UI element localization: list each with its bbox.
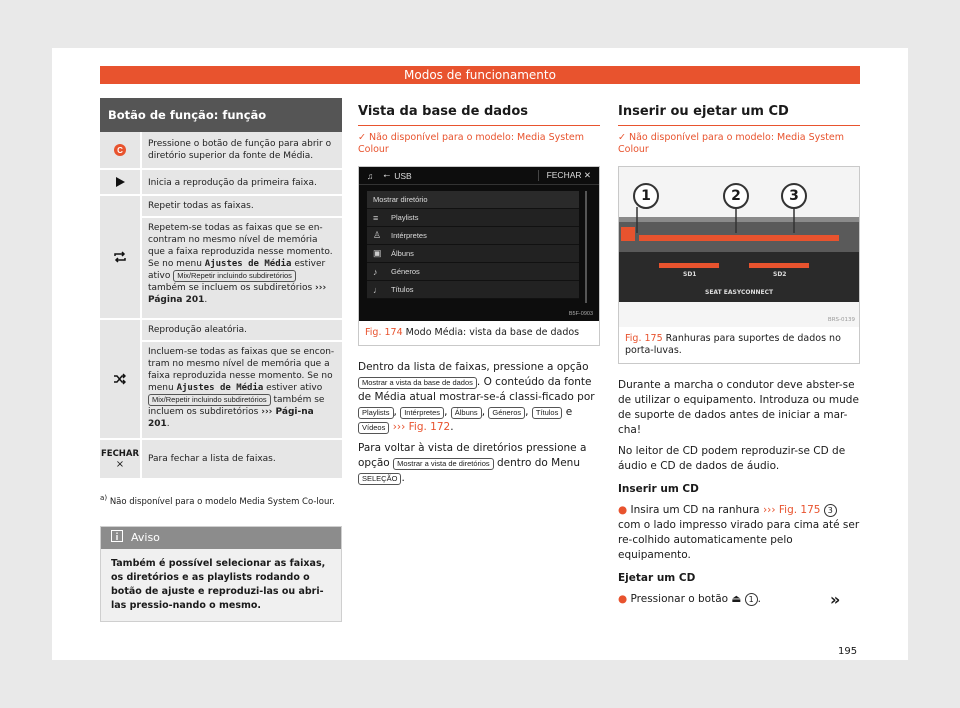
- sd2-label: SD2: [773, 271, 787, 278]
- option-key: Mix/Repetir incluindo subdiretórios: [173, 270, 296, 282]
- section-title: Vista da base de dados: [358, 104, 600, 126]
- fechar-label: FECHAR: [100, 448, 140, 459]
- callout-2: 2: [723, 183, 749, 209]
- list-item[interactable]: ♪ Géneros: [367, 263, 579, 281]
- figure-caption: Fig. 174 Modo Média: vista da base de dados: [359, 321, 599, 345]
- figure-175: [618, 166, 860, 364]
- list-item[interactable]: ≡ Playlists: [367, 209, 579, 227]
- image-code: B5F-0903: [568, 311, 593, 317]
- list-item[interactable]: ▣ Álbuns: [367, 245, 579, 263]
- usb-icon: ⭠: [383, 170, 391, 180]
- callout-ref: 3: [824, 504, 837, 517]
- paragraph: No leitor de CD podem reproduzir-se CD de áudio e CD de dados de áudio.: [618, 445, 846, 472]
- row-sub-text: Incluem-se todas as faixas que se encon-tram no mesmo nível de memória que a faixa reproduzida nesse momento. Se no menu Ajustes de Média estiver ativo Mix/Repetir incluindo subdiretórios também se incluem os subdiretórios ››› Pági-na 201.: [142, 340, 342, 434]
- table-row: [100, 170, 342, 196]
- music-icon[interactable]: ♫: [367, 170, 374, 181]
- brand-label: SEAT EASYCONNECT: [705, 289, 774, 296]
- bullet-item: ● Insira um CD na ranhura ››› Fig. 175 3 com o lado impresso virado para cima até ser re-colhido automaticamente pelo equipamento.: [618, 504, 860, 561]
- page-number: 195: [838, 646, 858, 657]
- row-text: Para fechar a lista de faixas.: [148, 454, 276, 464]
- footnote: $^{a)}$ Não disponível para o modelo Media System Co-lour.: [100, 493, 335, 507]
- figure-reference[interactable]: ››› Fig. 175: [762, 504, 821, 516]
- body-text: [358, 360, 600, 486]
- row-sub-text: Reprodução aleatória.: [148, 325, 248, 335]
- image-code: BRS-0139: [827, 317, 855, 323]
- table-row: [100, 132, 342, 170]
- bullet-icon: ●: [618, 593, 628, 605]
- glovebox-photo: [619, 167, 859, 327]
- svg-text:C: C: [117, 146, 123, 155]
- section-title: Inserir ou ejetar um CD: [618, 104, 860, 126]
- check-icon: ✓: [618, 132, 629, 143]
- body-text: [618, 378, 860, 607]
- callout-1: 1: [633, 183, 659, 209]
- menu-name: Ajustes de Média: [204, 259, 292, 269]
- table-row: [100, 320, 342, 440]
- close-icon: ×: [115, 458, 125, 470]
- database-view-column: [358, 98, 600, 492]
- paragraph: Durante a marcha o condutor deve abster-se de utilizar o equipamento. Introduza ou mude de suporte de dados antes de iniciar a mar-cha!: [618, 379, 859, 436]
- row-text: Inicia a reprodução da primeira faixa.: [148, 178, 317, 188]
- close-button[interactable]: FECHAR ✕: [538, 170, 591, 181]
- infotainment-screen: [359, 167, 599, 321]
- page-reference[interactable]: ››› Pági-na 201: [148, 407, 314, 429]
- playlist-icon: ≡: [373, 212, 379, 223]
- availability-note: ✓ Não disponível para o modelo: Media System Colour: [618, 132, 845, 155]
- availability-note: ✓ Não disponível para o modelo: Media System Colour: [358, 132, 585, 155]
- cd-column: [618, 98, 860, 613]
- table-heading: Botão de função: função: [100, 98, 342, 132]
- bullet-item: ● Pressionar o botão ⏏ 1 .: [618, 593, 762, 605]
- notice-title: Aviso: [131, 531, 160, 545]
- bullet-icon: ●: [618, 504, 628, 516]
- info-icon: [111, 530, 123, 545]
- table-row: [100, 196, 342, 320]
- genre-icon: ♪: [373, 266, 378, 277]
- database-list: [367, 191, 579, 299]
- row-sub-text: Repetir todas as faixas.: [148, 201, 254, 211]
- figure-caption: Fig. 175 Ranhuras para suportes de dados no porta-luvas.: [619, 327, 859, 363]
- subheading: Inserir um CD: [618, 483, 699, 495]
- list-item[interactable]: Mostrar diretório: [367, 191, 579, 209]
- check-icon: ✓: [358, 132, 369, 143]
- paragraph: Para voltar à vista de diretórios pressione a opção Mostrar a vista de diretórios dentro do Menu SELEÇÃO .: [358, 442, 587, 484]
- page-reference[interactable]: ››› Página 201: [148, 283, 327, 305]
- row-text: Pressione o botão de função para abrir o diretório superior da fonte de Média.: [148, 139, 332, 161]
- table-row: [100, 440, 342, 480]
- artist-icon: ♙: [373, 230, 382, 240]
- menu-name: Ajustes de Média: [176, 383, 264, 393]
- callout-3: 3: [781, 183, 807, 209]
- list-item[interactable]: ♙ Intérpretes: [367, 227, 579, 245]
- figure-174: [358, 166, 600, 346]
- function-table-column: [100, 98, 342, 622]
- repeat-icon: [100, 196, 142, 318]
- chapter-header: Modos de funcionamento: [100, 66, 860, 84]
- sd1-label: SD1: [683, 271, 697, 278]
- scrollbar[interactable]: [585, 191, 587, 303]
- callout-ref: 1: [745, 593, 758, 606]
- notice-box: [100, 526, 342, 622]
- figure-reference[interactable]: ››› Fig. 172: [392, 421, 451, 433]
- notice-text: Também é possível selecionar as faixas, os diretórios e as playlists rodando o botão de ajuste e reproduzi-las ou abri-las pressio-nando o mesmo.: [101, 549, 341, 621]
- note-icon: ♩: [373, 284, 382, 295]
- paragraph: Dentro da lista de faixas, pressione a opção Mostrar a vista da base de dados . O conteúdo da fonte de Média atual mostrar-se-á classi-ficado por Playlists , Intérpretes , Álbuns , Géneros , Títulos e Vídeos ››› Fig. 172.: [358, 361, 595, 433]
- option-key: Mix/Repetir incluindo subdiretórios: [148, 394, 271, 406]
- list-item[interactable]: ♩ Títulos: [367, 281, 579, 299]
- play-icon: [100, 170, 142, 194]
- eject-icon: ⏏: [731, 593, 742, 605]
- shuffle-icon: [100, 320, 142, 438]
- copyright-icon: [100, 132, 142, 168]
- source-label: USB: [394, 170, 412, 181]
- continue-arrow: »: [830, 590, 841, 609]
- album-icon: ▣: [373, 248, 382, 258]
- row-sub-text: Repetem-se todas as faixas que se en-contram no mesmo nível de memória que a faixa reproduzida nesse momento. Se no menu Ajustes de Média estiver ativo Mix/Repetir incluindo subdiretórios também se incluem os subdiretórios ››› Página 201.: [142, 216, 342, 310]
- subheading: Ejetar um CD: [618, 572, 696, 584]
